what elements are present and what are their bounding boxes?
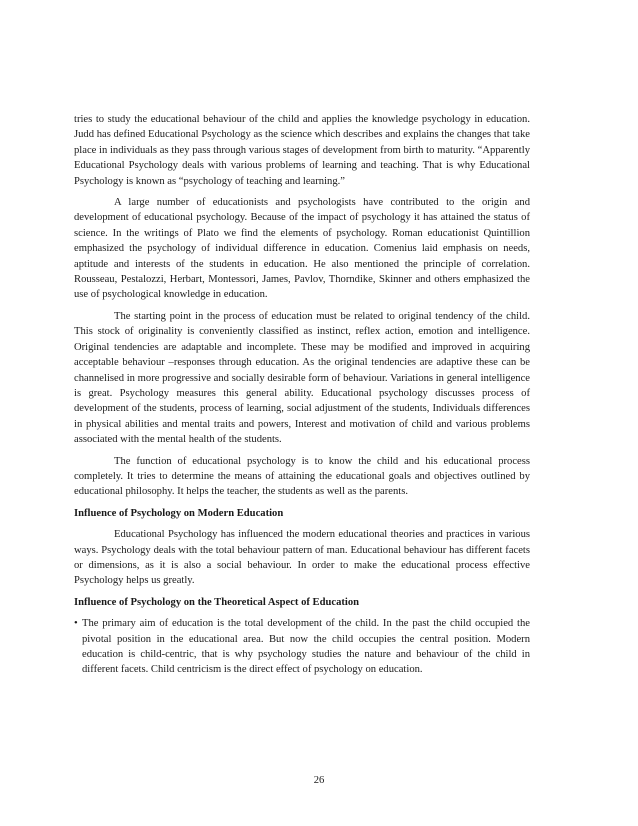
list-item xyxy=(74,616,530,678)
heading-theoretical-aspect: Influence of Psychology on the Theoretical Aspect of Education xyxy=(74,596,360,608)
bullet-list xyxy=(74,616,530,678)
page-number: 26 xyxy=(313,775,325,786)
paragraph-original-tendency: The starting point in the process of education must be related to original tendency of the child. This stock of originality is conveniently classified as instinct, reflex action, emotion and intelligence. Original tendencies are adaptable and incomplete. These may be modified and improved in acquiring acceptable behaviour –responses through education. As the original tendencies are adaptive these can be channelised in more progressive and socially desirable form of behaviour. Variations in general intelligence is great. Psychology measures this general ability. Educational psychology discusses process of development of the students, process of learning, social adjustment of the students, Individuals differences in physical abilities and mental traits and powers, Interest and motivation of child and various problems associated with the mental health of the students. xyxy=(74,310,530,446)
page-content xyxy=(74,112,530,678)
paragraph-intro: tries to study the educational behaviour of the child and applies the knowledge psychology in education. Judd has defined Educational Psychology as the science which describes and explains the changes that take place in individuals as they pass through various stages of development from birth to maturity. “Apparently Educational Psychology deals with various problems of learning and teaching. That is why Educational Psychology is known as “psychology of teaching and learning.” xyxy=(74,114,530,187)
paragraph-function: The function of educational psychology is to know the child and his educational process completely. It tries to determine the means of attaining the educational goals and objectives outlined by educational philosophy. It helps the teacher, the students as well as the parents. xyxy=(74,455,530,498)
heading-modern-education: Influence of Psychology on Modern Education xyxy=(74,507,284,519)
paragraph-contributors: A large number of educationists and psychologists have contributed to the origin and development of educational psychology. Because of the impact of psychology it has attained the status of science. In the writings of Plato we find the elements of psychology. Roman educationist Quintillion emphasized the psychology of individual difference in education. Comenius laid emphasis on needs, aptitude and interests of the students in education. He also mentioned the principle of correlation. Rousseau, Pestalozzi, Herbart, Montessori, James, Pavlov, Thorndike, Skinner and others emphasized the use of psychological knowledge in education. xyxy=(74,197,530,301)
list-item-text: The primary aim of education is the total development of the child. In the past the child occupied the pivotal position in the educational area. But now the child occupies the central position. Modern education is child-centric, that is why psychology studies the nature and behaviour of the child in different facets. Child centricism is the direct effect of psychology on education. xyxy=(82,618,530,676)
paragraph-modern-education: Educational Psychology has influenced the modern educational theories and practices in various ways. Psychology deals with the total behaviour pattern of man. Educational behaviour has different facets or dimensions, as it is also a social behaviour. In order to make the educational process effective Psychology helps us greatly. xyxy=(74,529,530,587)
bullet-icon: • xyxy=(74,618,78,630)
